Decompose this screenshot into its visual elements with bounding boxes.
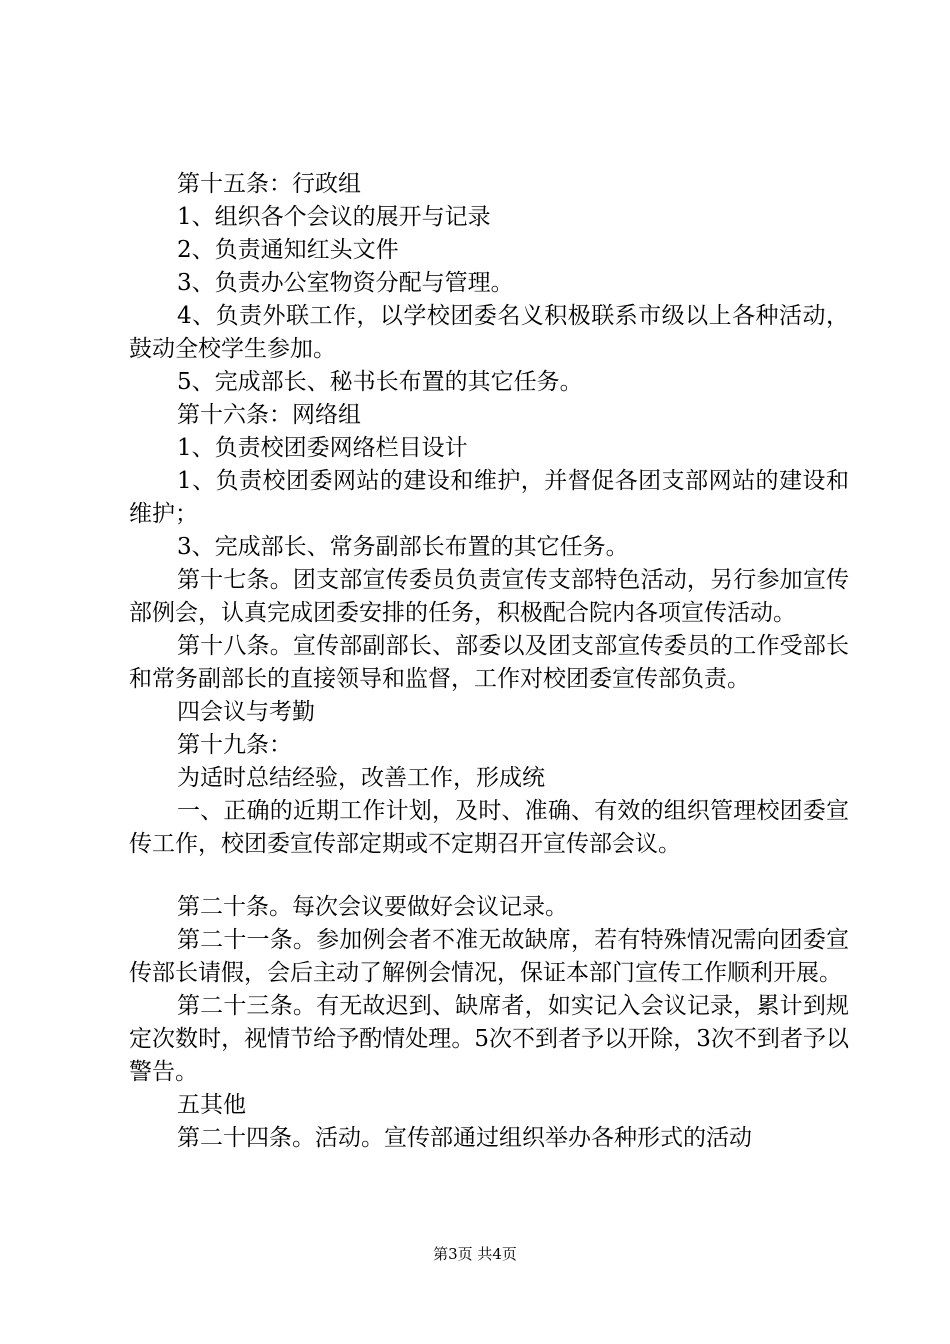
paragraph: 1、负责校团委网络栏目设计	[177, 435, 468, 461]
paragraph: 第十六条：网络组	[177, 402, 361, 428]
paragraph: 第二十三条。有无故迟到、缺席者，如实记入会议记录，累计到规定次数时，视情节给予酌情处理。5次不到者予以开除，3次不到者予以警告。	[129, 993, 849, 1085]
paragraph: 4、负责外联工作，以学校团委名义积极联系市级以上各种活动，鼓动全校学生参加。	[129, 303, 849, 362]
paragraph: 第二十条。每次会议要做好会议记录。	[177, 894, 568, 920]
paragraph: 第十七条。团支部宣传委员负责宣传支部特色活动，另行参加宣传部例会，认真完成团委安排的任务，积极配合院内各项宣传活动。	[129, 567, 849, 626]
paragraph: 第十九条：	[177, 732, 292, 758]
section-heading: 五其他	[177, 1092, 246, 1118]
paragraph: 为适时总结经验，改善工作，形成统	[177, 765, 545, 791]
paragraph: 一、正确的近期工作计划，及时、准确、有效的组织管理校团委宣传工作，校团委宣传部定期或不定期召开宣传部会议。	[129, 798, 849, 857]
paragraph: 1、负责校团委网站的建设和维护，并督促各团支部网站的建设和维护；	[129, 468, 849, 527]
paragraph: 第二十四条。活动。宣传部通过组织举办各种形式的活动	[177, 1125, 752, 1151]
paragraph: 第二十一条。参加例会者不准无故缺席，若有特殊情况需向团委宣传部长请假，会后主动了解例会情况，保证本部门宣传工作顺利开展。	[129, 927, 849, 986]
paragraph: 5、完成部长、秘书长布置的其它任务。	[177, 369, 583, 395]
page-number-footer: 第3页 共4页	[433, 1245, 517, 1263]
section-heading: 四会议与考勤	[177, 699, 315, 725]
paragraph: 3、完成部长、常务副部长布置的其它任务。	[177, 534, 629, 560]
document-body	[129, 168, 849, 1155]
paragraph: 3、负责办公室物资分配与管理。	[177, 270, 514, 296]
paragraph: 第十八条。宣传部副部长、部委以及团支部宣传委员的工作受部长和常务副部长的直接领导和监督，工作对校团委宣传部负责。	[129, 633, 849, 692]
paragraph: 第十五条：行政组	[177, 171, 361, 197]
paragraph: 1、组织各个会议的展开与记录	[177, 204, 491, 230]
paragraph: 2、负责通知红头文件	[177, 237, 399, 263]
